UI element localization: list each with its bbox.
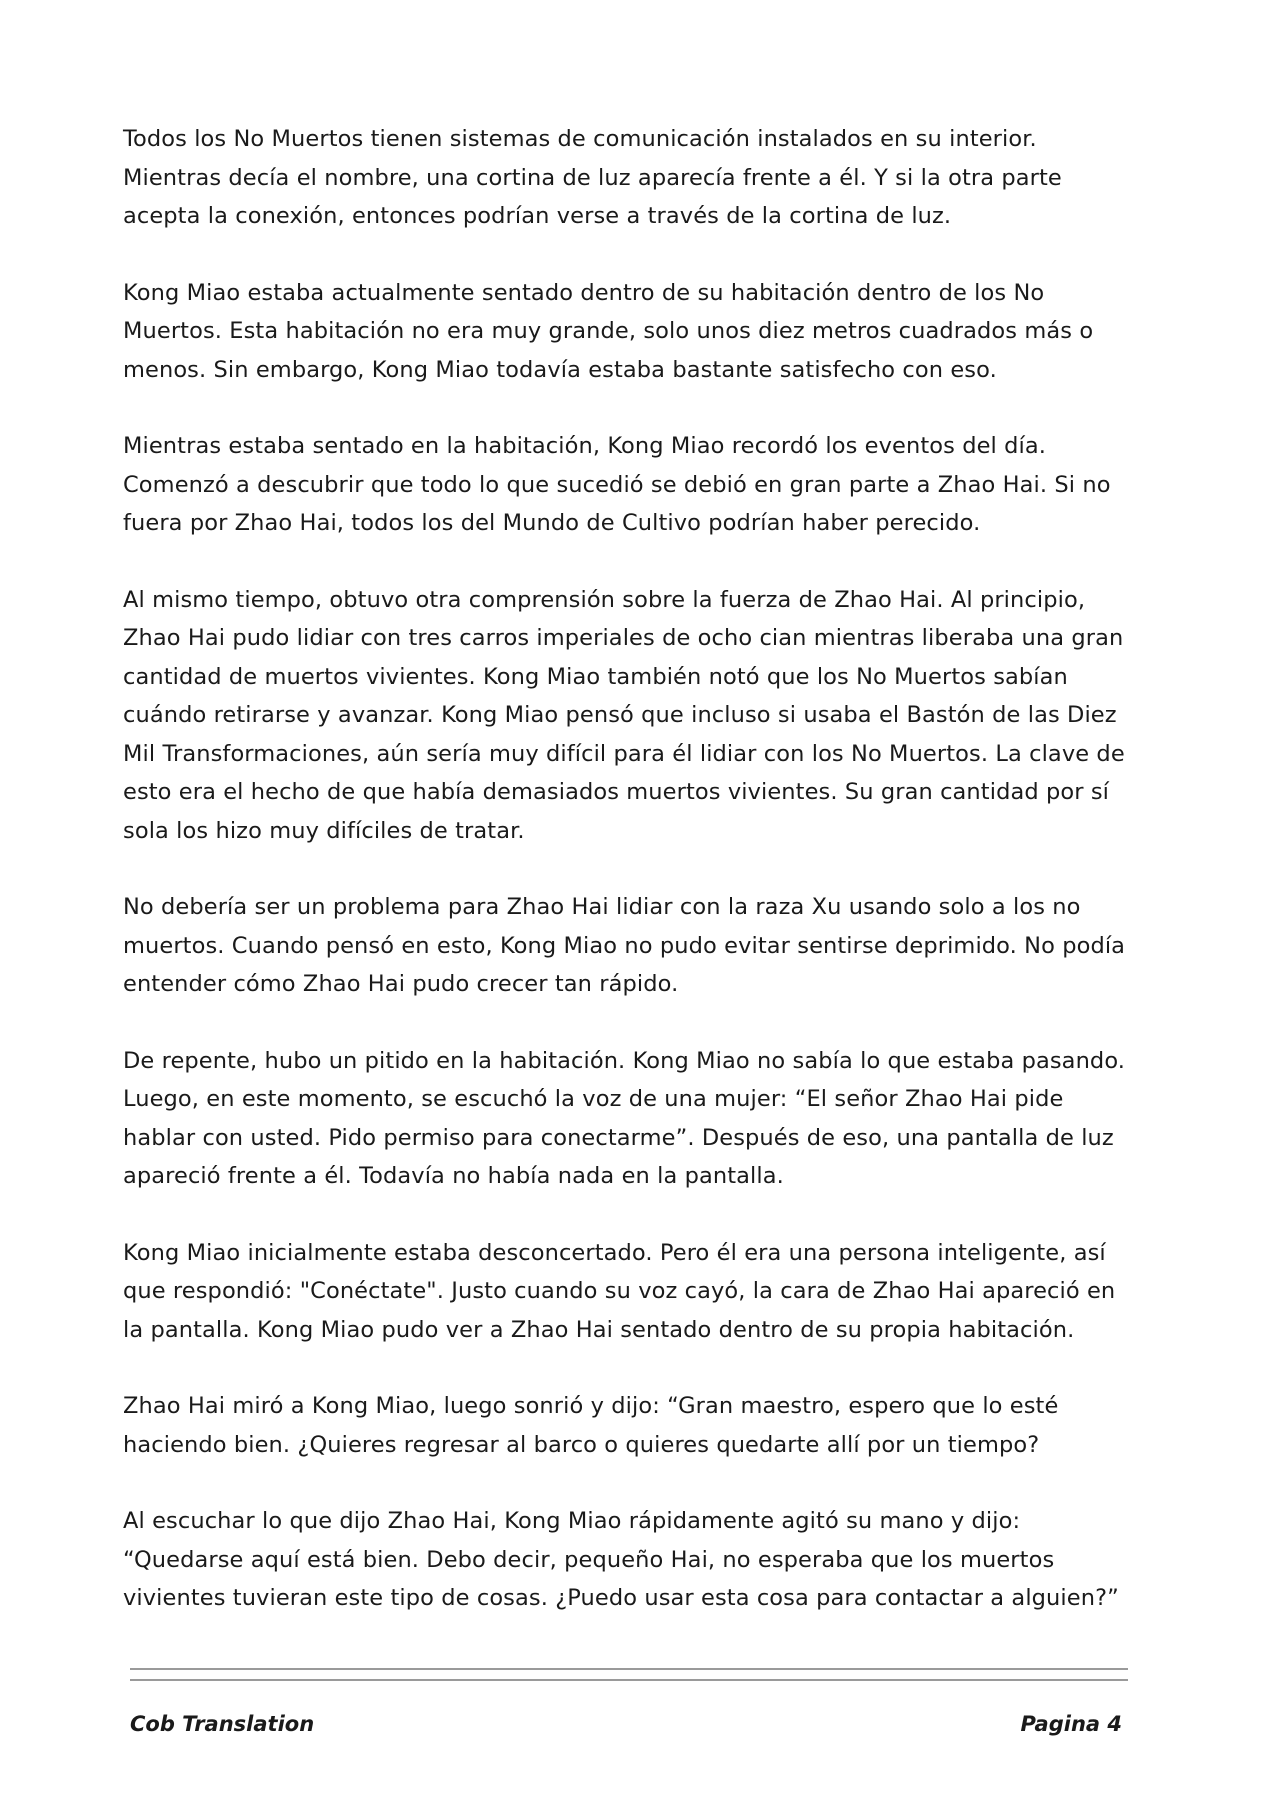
paragraph: Al escuchar lo que dijo Zhao Hai, Kong Miao rápidamente agitó su mano y dijo: “Quedarse aquí está bien. Debo decir, pequeño Hai, no esperaba que los muertos vivientes tuvieran este tipo de cosas. ¿Puedo usar esta cosa para contactar a alguien?” <box>123 1508 1119 1611</box>
footer-page-number: Pagina 4 <box>1020 1712 1122 1736</box>
footer-divider-top <box>130 1668 1128 1670</box>
paragraph: Mientras estaba sentado en la habitación, Kong Miao recordó los eventos del día. Comenzó a descubrir que todo lo que sucedió se debió en gran parte a Zhao Hai. Si no fuera por Zhao Hai, todos los del Mundo de Cultivo podrían haber perecido. <box>123 433 1111 536</box>
paragraph: Kong Miao inicialmente estaba desconcertado. Pero él era una persona inteligente, así que respondió: "Conéctate". Justo cuando su voz cayó, la cara de Zhao Hai apareció en la pantalla. Kong Miao pudo ver a Zhao Hai sentado dentro de su propia habitación. <box>123 1239 1116 1343</box>
paragraph: Zhao Hai miró a Kong Miao, luego sonrió y dijo: “Gran maestro, espero que lo esté haciendo bien. ¿Quieres regresar al barco o quieres quedarte allí por un tiempo? <box>123 1393 1059 1458</box>
footer-translator-credit: Cob Translation <box>130 1712 315 1736</box>
paragraph: Todos los No Muertos tienen sistemas de comunicación instalados en su interior. Mientras decía el nombre, una cortina de luz aparecía frente a él. Y si la otra parte acepta la conexión, entonces podrían verse a través de la cortina de luz. <box>123 126 1062 229</box>
paragraph: No debería ser un problema para Zhao Hai lidiar con la raza Xu usando solo a los no muertos. Cuando pensó en esto, Kong Miao no pudo evitar sentirse deprimido. No podía entender cómo Zhao Hai pudo crecer tan rápido. <box>123 894 1126 997</box>
body-text <box>123 120 1133 1656</box>
paragraph: De repente, hubo un pitido en la habitación. Kong Miao no sabía lo que estaba pasando. Luego, en este momento, se escuchó la voz de una mujer: “El señor Zhao Hai pide hablar con usted. Pido permiso para conectarme”. Después de eso, una pantalla de luz apareció frente a él. Todavía no había nada en la pantalla. <box>123 1047 1126 1189</box>
footer-divider-bottom <box>130 1679 1128 1681</box>
paragraph: Kong Miao estaba actualmente sentado dentro de su habitación dentro de los No Muertos. Esta habitación no era muy grande, solo unos diez metros cuadrados más o menos. Sin embargo, Kong Miao todavía estaba bastante satisfecho con eso. <box>123 279 1094 383</box>
paragraph: Al mismo tiempo, obtuvo otra comprensión sobre la fuerza de Zhao Hai. Al principio, Zhao Hai pudo lidiar con tres carros imperiales de ocho cian mientras liberaba una gran cantidad de muertos vivientes. Kong Miao también notó que los No Muertos sabían cuándo retirarse y avanzar. Kong Miao pensó que incluso si usaba el Bastón de las Diez Mil Transformaciones, aún sería muy difícil para él lidiar con los No Muertos. La clave de esto era el hecho de que había demasiados muertos vivientes. Su gran cantidad por sí sola los hizo muy difíciles de tratar. <box>123 586 1125 844</box>
